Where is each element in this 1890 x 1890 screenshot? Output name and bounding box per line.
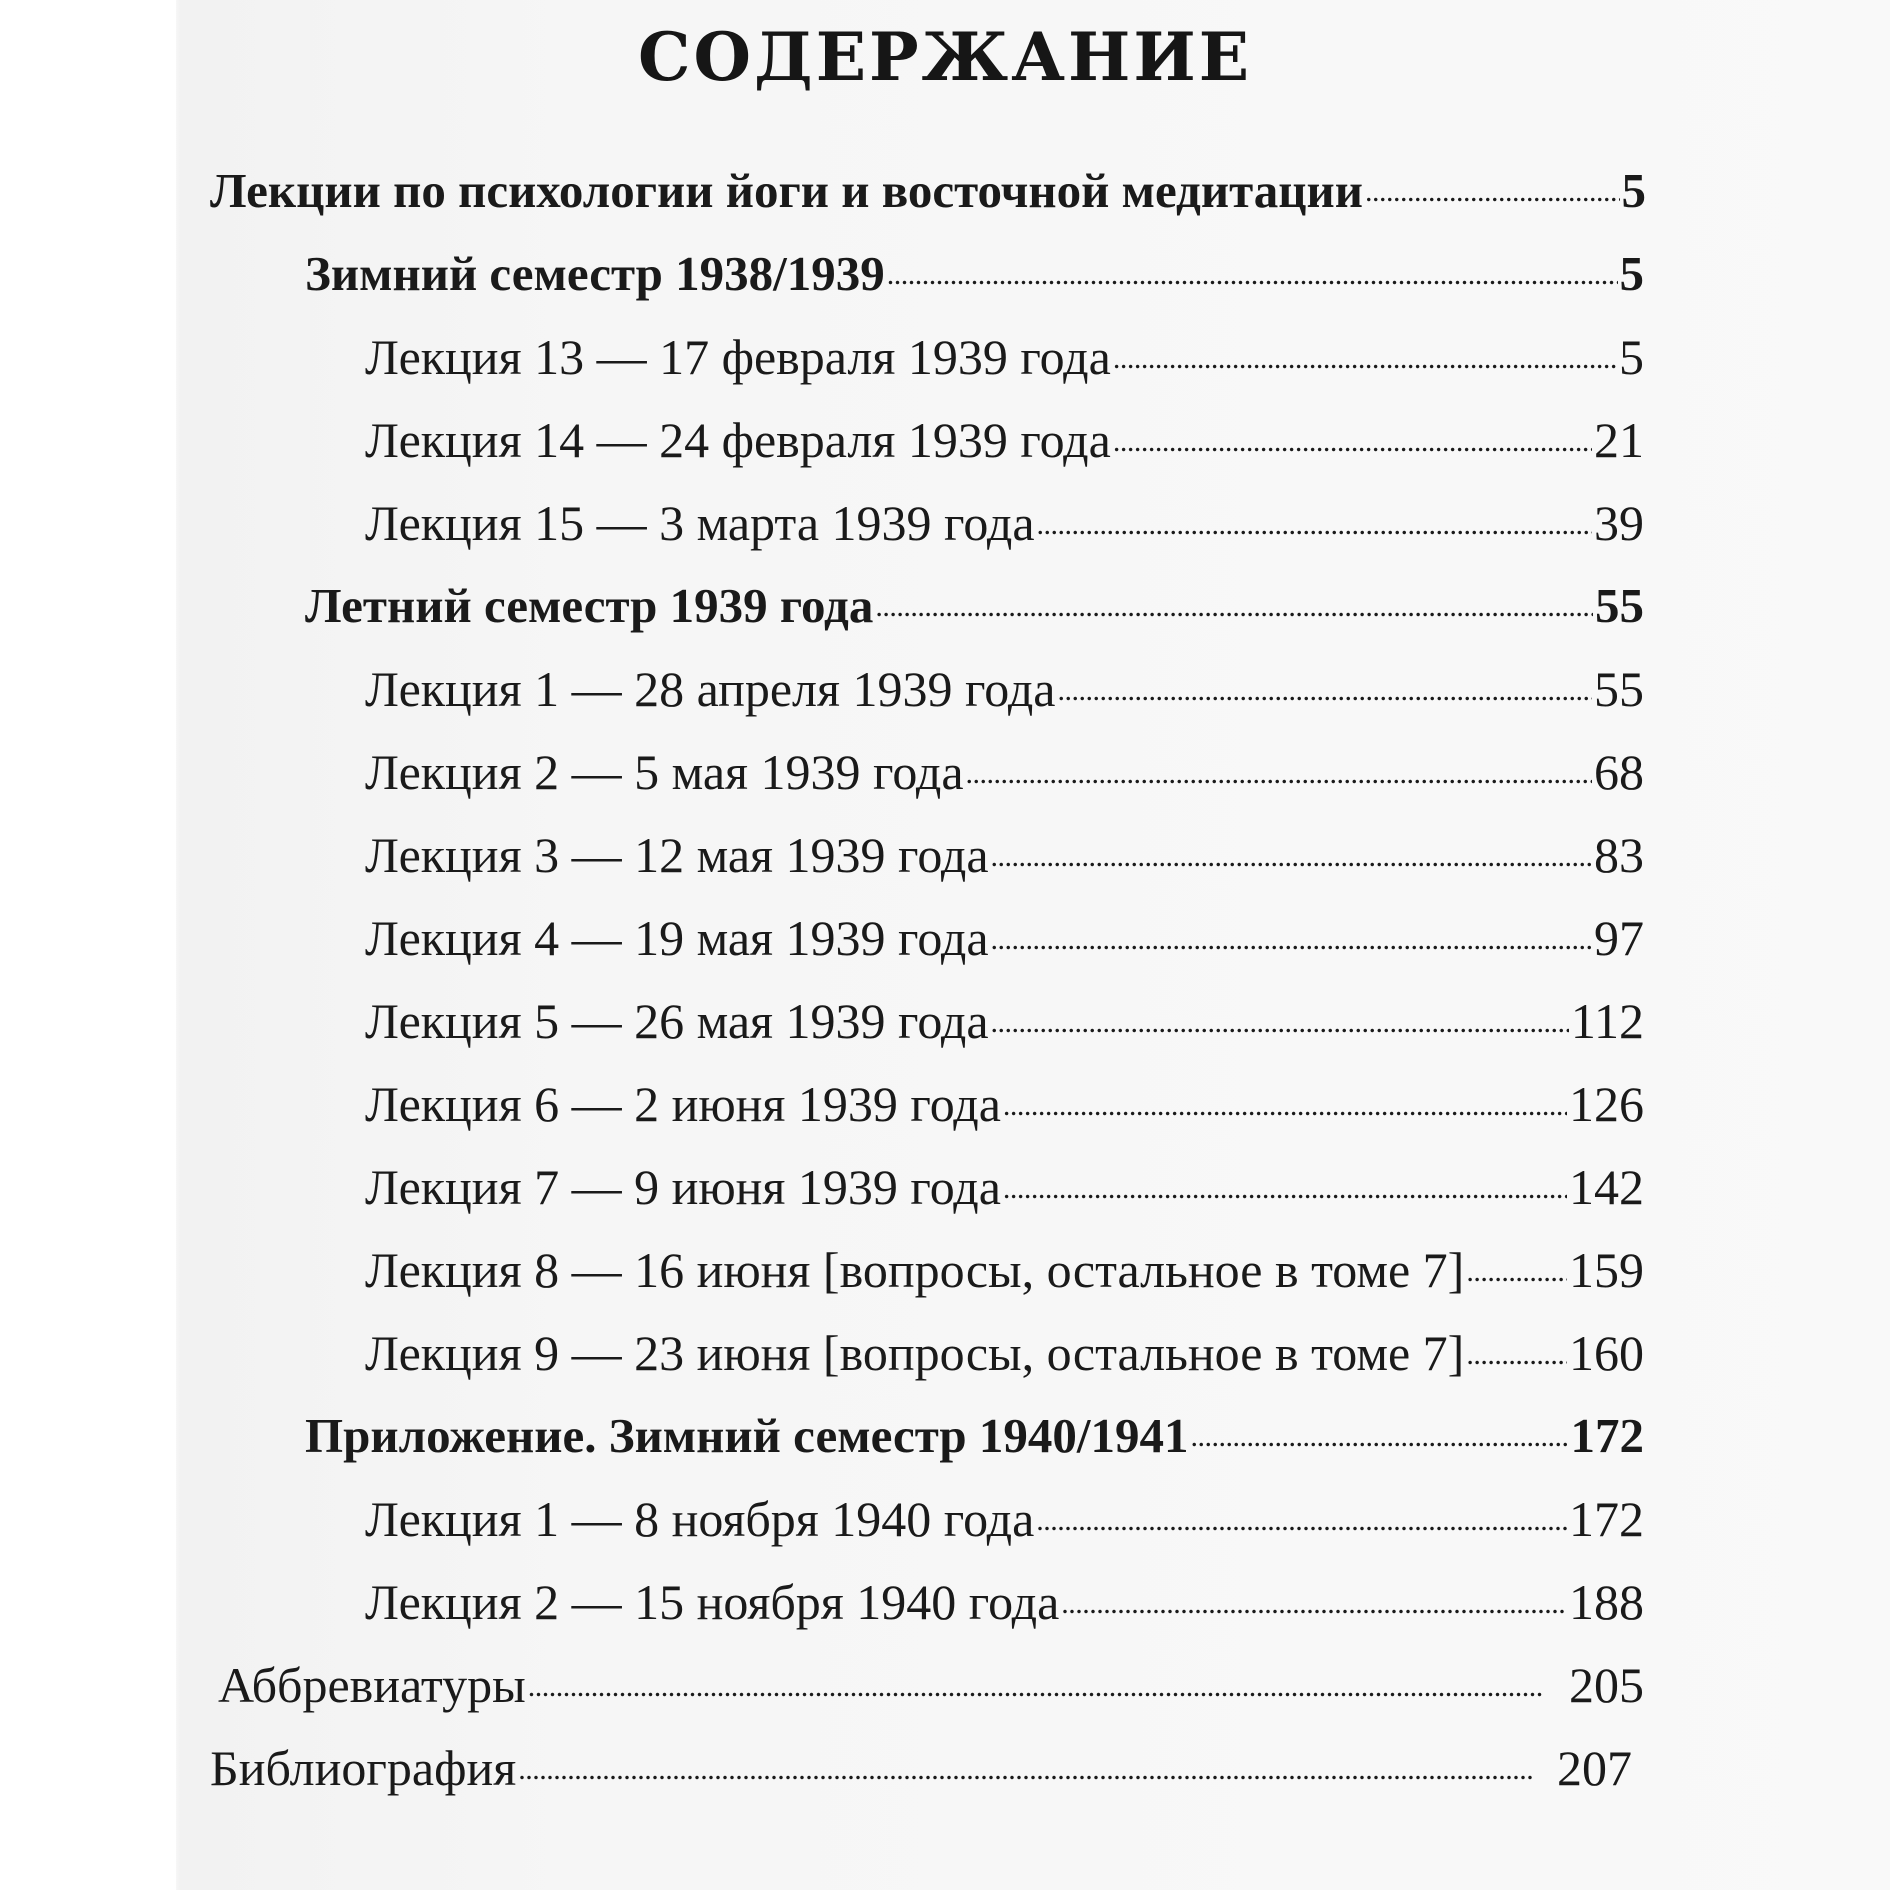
toc-entry-label: Лекция 9 — 23 июня [вопросы, остальное в томе 7] [365, 1325, 1465, 1381]
toc-entry-page: 97 [1594, 910, 1644, 966]
toc-entry-lecture [365, 988, 1644, 1068]
toc-leader-dots [991, 905, 1592, 955]
toc-entry-section [305, 241, 1644, 321]
toc-entry-label: Лекция 5 — 26 мая 1939 года [365, 993, 989, 1049]
toc-entry-lecture [365, 1154, 1644, 1234]
toc-entry-label: Лекция 3 — 12 мая 1939 года [365, 827, 989, 883]
toc-entry-section [305, 573, 1644, 653]
toc-entry-label: Зимний семестр 1938/1939 [305, 246, 885, 301]
toc-entry-label: Лекция 6 — 2 июня 1939 года [365, 1076, 1001, 1132]
toc-entry-page: 142 [1569, 1159, 1644, 1215]
toc-leader-dots [1003, 1071, 1567, 1121]
toc-entry-lecture [365, 739, 1644, 819]
toc-entry-page: 188 [1569, 1574, 1644, 1630]
toc-entry-label: Лекции по психологии йоги и восточной медитации [210, 163, 1363, 218]
toc-leader-dots [528, 1652, 1567, 1702]
toc-entry-label: Лекция 8 — 16 июня [вопросы, остальное в томе 7] [365, 1242, 1465, 1298]
toc-entry-label: Лекция 1 — 8 ноября 1940 года [365, 1491, 1035, 1547]
toc-entry-lecture [365, 490, 1644, 570]
toc-entry-part [210, 158, 1646, 238]
toc-entry-page: 39 [1594, 495, 1644, 551]
toc-entry-lecture [365, 1320, 1644, 1400]
toc-entry-lecture [365, 324, 1644, 404]
toc-entry-label: Лекция 7 — 9 июня 1939 года [365, 1159, 1001, 1215]
toc-entry-page: 55 [1595, 578, 1644, 633]
toc-entry-page: 21 [1594, 412, 1644, 468]
toc-entry-page: 55 [1594, 661, 1644, 717]
toc-entry-page: 112 [1570, 993, 1644, 1049]
toc-entry-lecture [365, 1071, 1644, 1151]
toc-leader-dots [991, 988, 1569, 1038]
toc-entry-lecture [365, 822, 1644, 902]
toc-entry-bibliography [210, 1735, 1632, 1815]
toc-entry-lecture [365, 407, 1644, 487]
toc-leader-dots [1466, 1320, 1567, 1370]
toc-entry-label: Лекция 14 — 24 февраля 1939 года [365, 412, 1111, 468]
toc-entry-page: 159 [1569, 1242, 1644, 1298]
toc-leader-dots [887, 241, 1618, 290]
toc-entry-label: Библиография [210, 1740, 517, 1796]
toc-leader-dots [1365, 158, 1620, 207]
toc-leader-dots [1190, 1403, 1568, 1452]
toc-leader-dots [875, 573, 1593, 622]
toc-leader-dots [1036, 1486, 1567, 1536]
toc-entry-label: Летний семестр 1939 года [305, 578, 874, 633]
toc-entry-lecture [365, 1569, 1644, 1649]
toc-leader-dots [991, 822, 1592, 872]
toc-entry-label: Лекция 15 — 3 марта 1939 года [365, 495, 1035, 551]
toc-entry-page: 126 [1569, 1076, 1644, 1132]
toc-entry-page: 83 [1594, 827, 1644, 883]
toc-entry-page: 205 [1569, 1657, 1644, 1713]
toc-entry-label: Лекция 13 — 17 февраля 1939 года [365, 329, 1111, 385]
toc-entry-page: 172 [1570, 1408, 1644, 1463]
toc-entry-page: 68 [1594, 744, 1644, 800]
toc-entry-lecture [365, 1237, 1644, 1317]
toc-entry-lecture [365, 1486, 1644, 1566]
toc-entry-lecture [365, 905, 1644, 985]
toc-entry-page: 5 [1619, 329, 1644, 385]
toc-entry-page: 160 [1569, 1325, 1644, 1381]
toc-leader-dots [1113, 324, 1617, 374]
toc-entry-label: Аббревиатуры [218, 1657, 526, 1713]
toc-leader-dots [1466, 1237, 1567, 1287]
toc-leader-dots [1057, 656, 1592, 706]
toc-leader-dots [1061, 1569, 1567, 1619]
page-margin [0, 0, 176, 1890]
toc-entry-label: Лекция 4 — 19 мая 1939 года [365, 910, 989, 966]
toc-entry-lecture [365, 656, 1644, 736]
toc-entry-page: 172 [1569, 1491, 1644, 1547]
toc-entry-label: Лекция 2 — 15 ноября 1940 года [365, 1574, 1060, 1630]
toc-leader-dots [966, 739, 1592, 789]
toc-leader-dots [1113, 407, 1592, 457]
toc-leader-dots [518, 1735, 1555, 1785]
toc-entry-page: 5 [1619, 246, 1644, 301]
toc-entry-abbreviations [218, 1652, 1644, 1732]
toc-entry-label: Приложение. Зимний семестр 1940/1941 [305, 1408, 1189, 1463]
toc-entry-section [305, 1403, 1644, 1483]
page-title: СОДЕРЖАНИЕ [637, 18, 1252, 96]
toc-entry-label: Лекция 2 — 5 мая 1939 года [365, 744, 964, 800]
toc-entry-page: 207 [1557, 1740, 1632, 1796]
toc-leader-dots [1037, 490, 1592, 540]
toc-leader-dots [1003, 1154, 1567, 1204]
toc-entry-label: Лекция 1 — 28 апреля 1939 года [365, 661, 1056, 717]
toc-entry-page: 5 [1621, 163, 1646, 218]
